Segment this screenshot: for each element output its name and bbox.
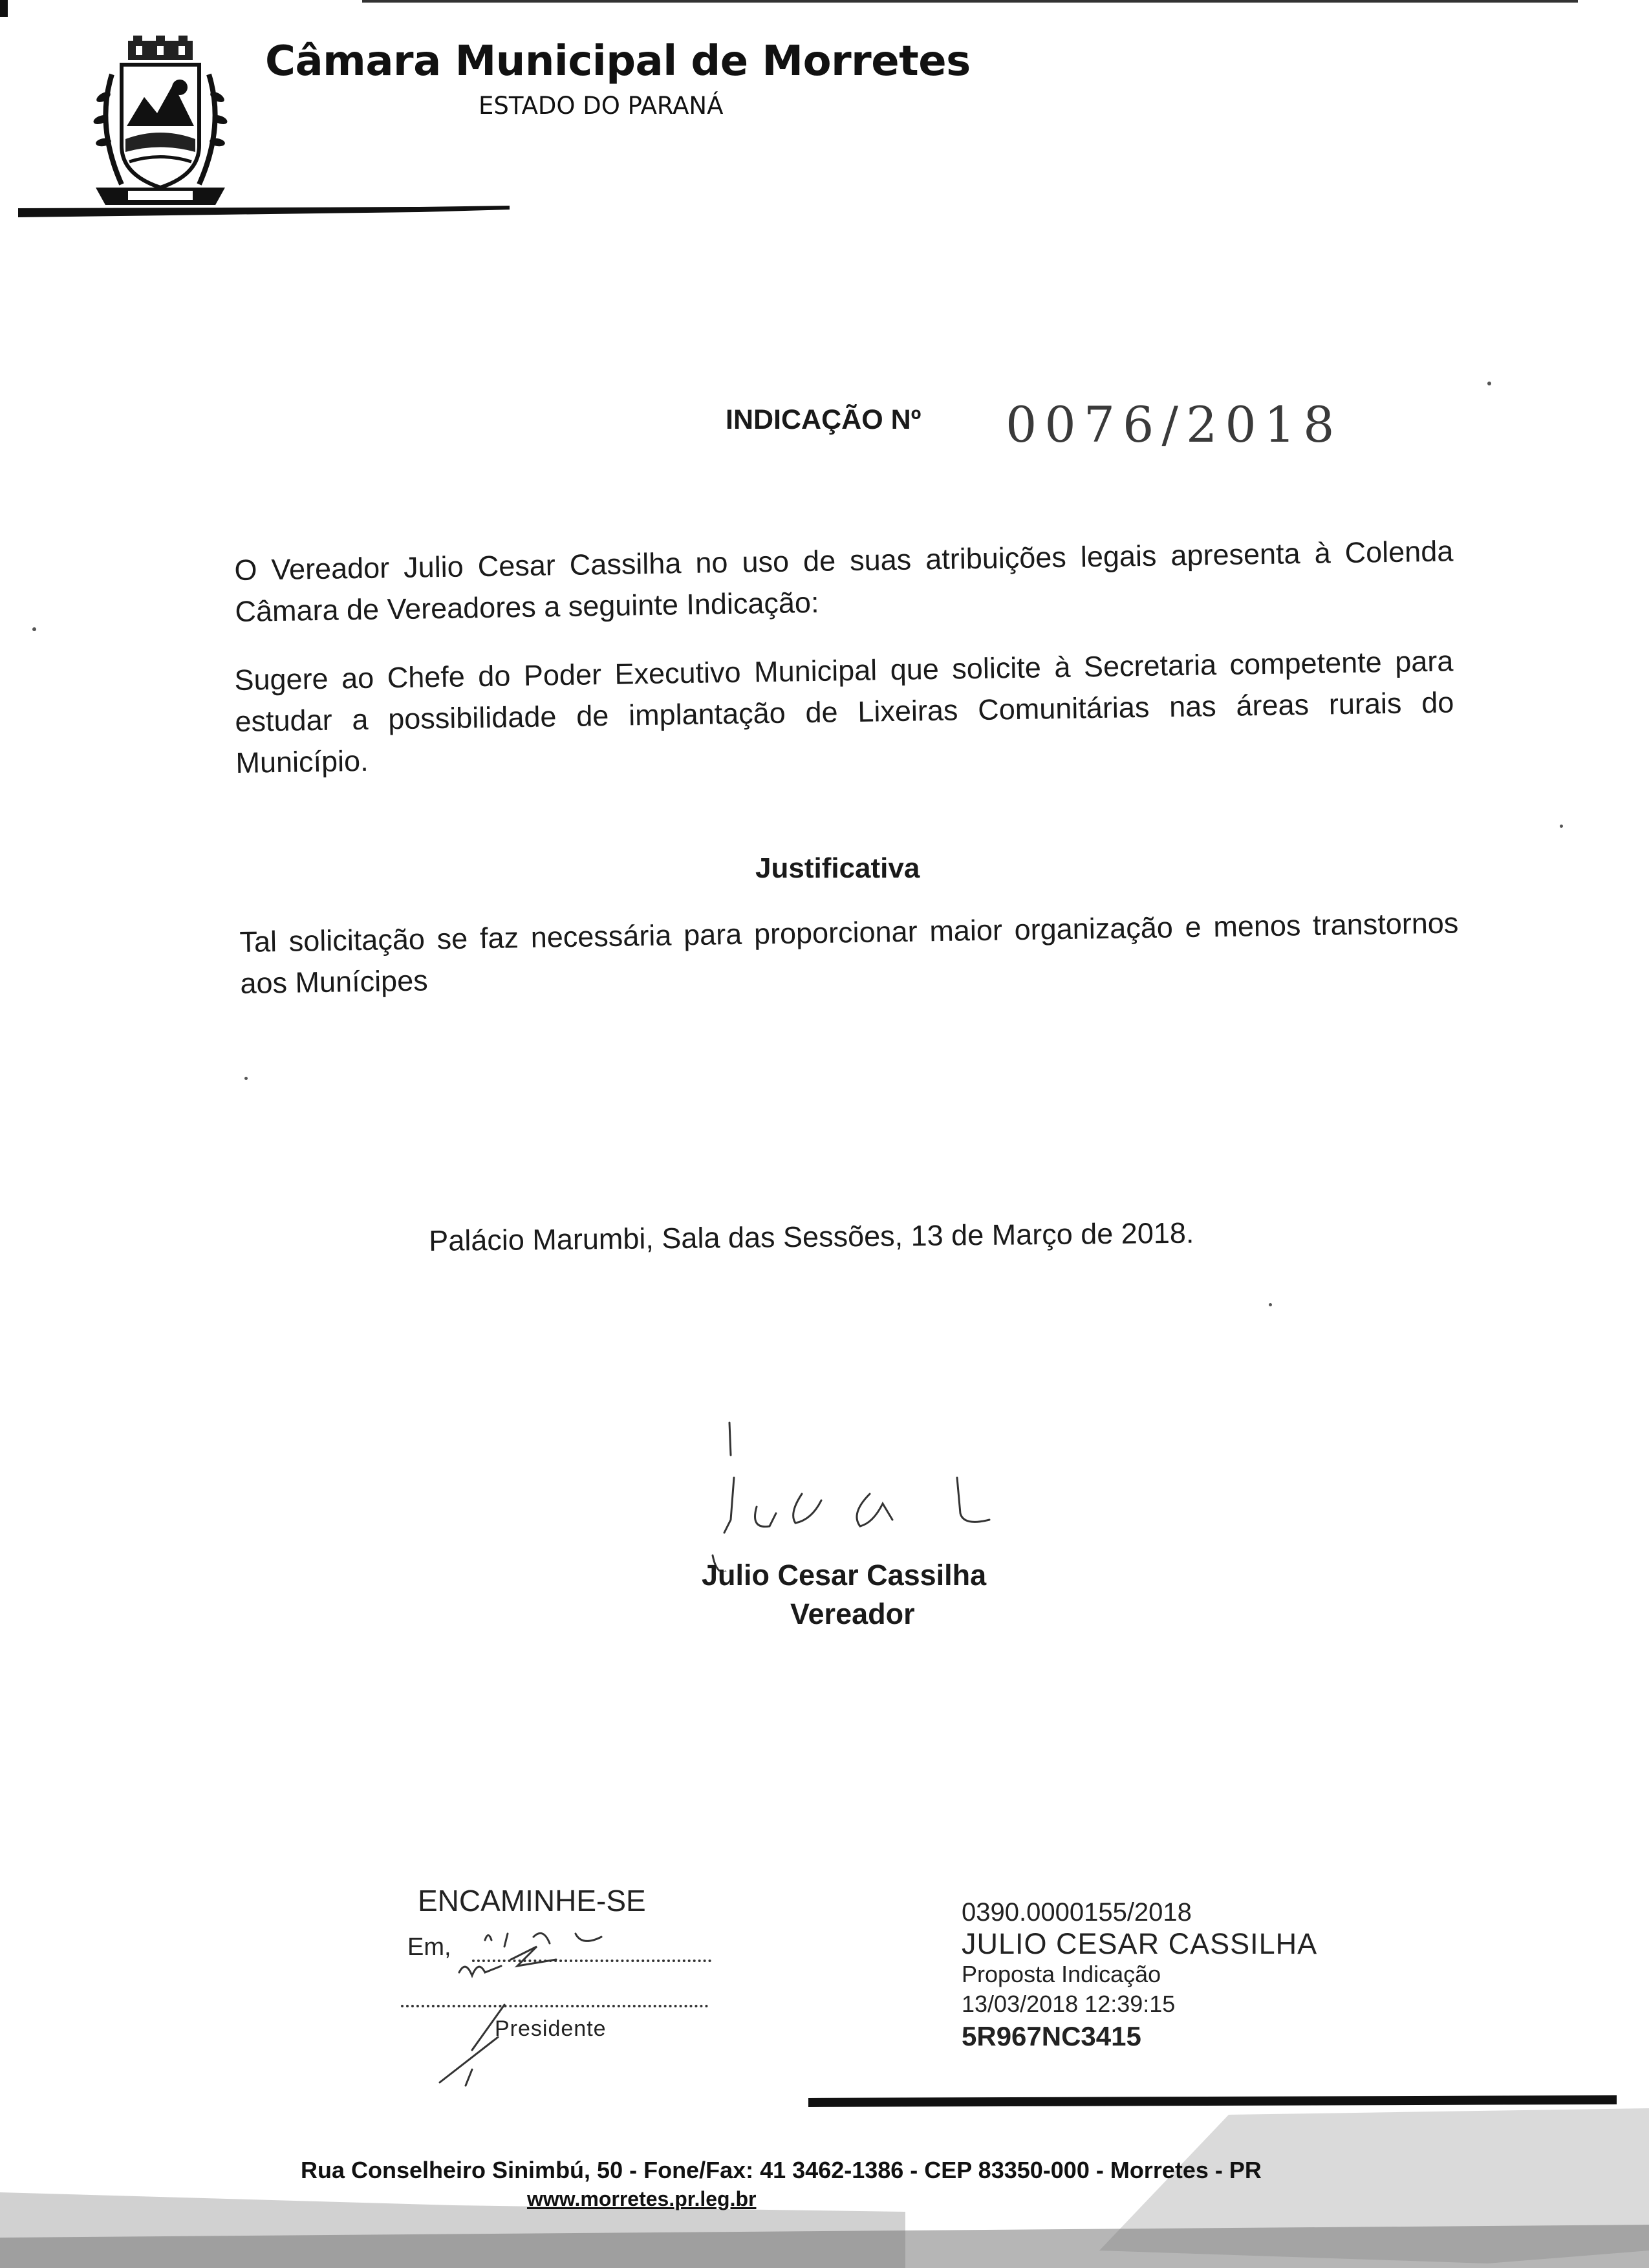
protocol-author: JULIO CESAR CASSILHA bbox=[962, 1927, 1318, 1960]
scan-corner-mark bbox=[0, 0, 8, 17]
justification-paragraph: Tal solicitação se faz necessária para proporcionar maior organização e menos transtornos aos Munícipes bbox=[239, 906, 1459, 1000]
protocol-code: 5R967NC3415 bbox=[962, 2021, 1141, 2051]
header-divider bbox=[18, 206, 510, 219]
document-type-label: INDICAÇÃO Nº bbox=[726, 404, 921, 435]
justification-heading: Justificativa bbox=[755, 852, 920, 884]
scan-speck bbox=[1487, 382, 1491, 385]
municipal-coat-of-arms-icon bbox=[83, 36, 238, 210]
intro-paragraph: O Vereador Julio Cesar Cassilha no uso de suas atribuições legais apresenta à Colenda Câmara de Vereadores a seguinte Indicação: bbox=[234, 534, 1454, 628]
scan-top-edge bbox=[362, 0, 1578, 3]
scan-speck bbox=[244, 1077, 248, 1080]
protocol-datetime: 13/03/2018 12:39:15 bbox=[962, 1991, 1176, 2017]
signer-role: Vereador bbox=[790, 1597, 915, 1630]
organization-name: Câmara Municipal de Morretes bbox=[265, 38, 971, 85]
scan-speck bbox=[1560, 825, 1563, 828]
scan-speck bbox=[32, 627, 36, 631]
protocol-type: Proposta Indicação bbox=[962, 1961, 1161, 1987]
document-number-stamp: 0076/2018 bbox=[1006, 396, 1342, 453]
organization-state: ESTADO DO PARANÁ bbox=[479, 92, 724, 120]
scan-speck bbox=[1269, 1303, 1272, 1306]
forwarding-signer-role: Presidente bbox=[495, 2016, 607, 2041]
forwarding-stamp-title: ENCAMINHE-SE bbox=[418, 1884, 646, 1917]
closing-place-date: Palácio Marumbi, Sala das Sessões, 13 de Março de 2018. bbox=[429, 1216, 1194, 1257]
forwarding-date-label: Em, bbox=[407, 1934, 451, 1961]
handwritten-signature bbox=[705, 1416, 1041, 1571]
suggestion-paragraph: Sugere ao Chefe do Poder Executivo Municipal que solicite à Secretaria competente para estudar a possibilidade de implantação de Lixeiras Comunitárias nas áreas rurais do Município. bbox=[234, 644, 1454, 779]
handwritten-initials bbox=[388, 1921, 660, 2089]
signer-name: Julio Cesar Cassilha bbox=[702, 1559, 987, 1592]
footer-website-link[interactable]: www.morretes.pr.leg.br bbox=[527, 2187, 757, 2210]
footer-address: Rua Conselheiro Sinimbú, 50 - Fone/Fax: 41 3462-1386 - CEP 83350-000 - Morretes - PR bbox=[301, 2157, 1262, 2183]
protocol-number: 0390.0000155/2018 bbox=[962, 1898, 1192, 1927]
